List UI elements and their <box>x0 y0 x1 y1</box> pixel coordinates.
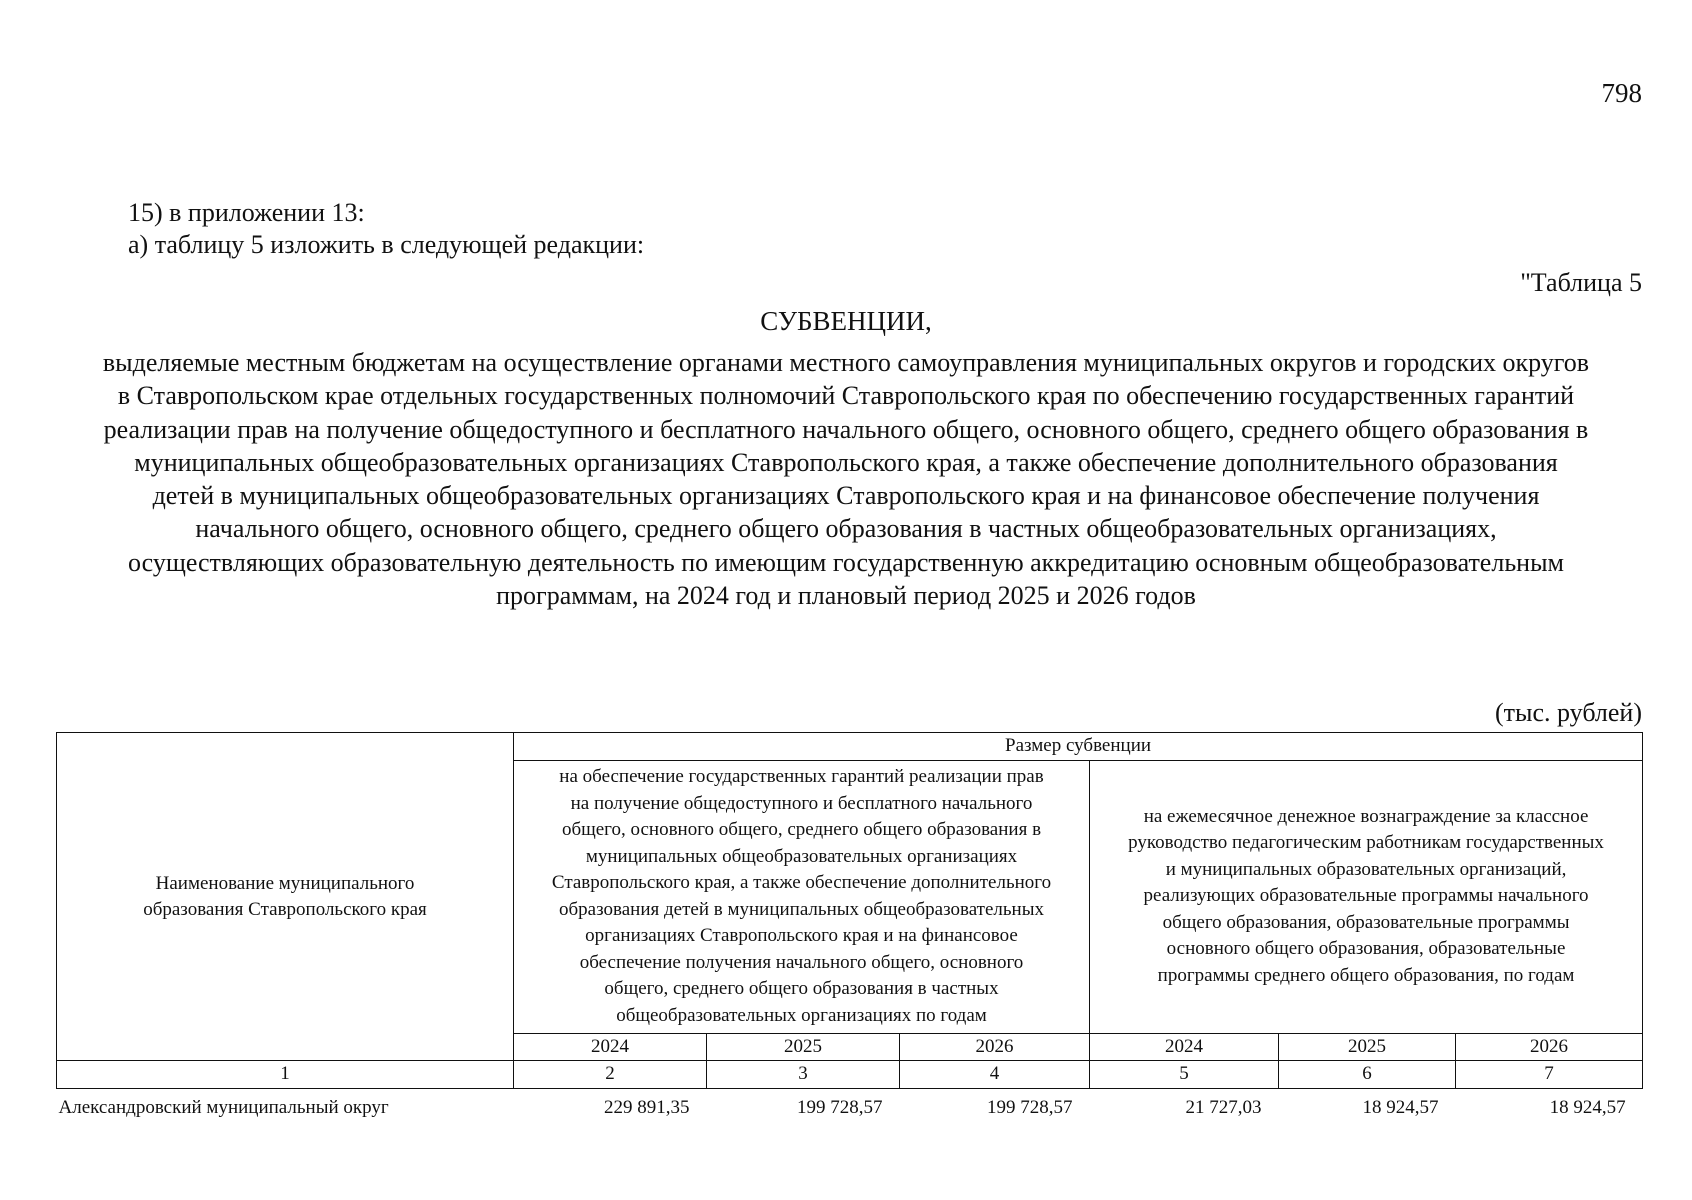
subsidy-table <box>56 732 1643 1129</box>
page-number: 798 <box>1601 78 1642 108</box>
subtitle-line: муниципальных общеобразовательных организациях Ставропольского края, а также обеспечение дополнительного образования <box>134 447 1558 477</box>
year-header: 2025 <box>1279 1033 1456 1061</box>
column-number: 1 <box>57 1061 514 1089</box>
column-number: 6 <box>1279 1061 1456 1089</box>
header-line: программы среднего общего образования, по годам <box>1157 964 1575 986</box>
column-number: 2 <box>514 1061 707 1089</box>
subtitle-line: реализации прав на получение общедоступного и бесплатного начального общего, основного общего, среднего общего образования в <box>103 414 1589 444</box>
units-label: (тыс. рублей) <box>1494 698 1642 727</box>
intro-line-2: а) таблицу 5 изложить в следующей редакции: <box>128 230 645 259</box>
document-title: СУБВЕНЦИИ, <box>760 306 932 336</box>
table-cell: 199 728,57 <box>987 1096 1073 1118</box>
header-line: образования Ставропольского края <box>143 898 427 920</box>
intro-line-1: 15) в приложении 13: <box>128 198 365 227</box>
header-line: организациях Ставропольского края и на финансовое <box>585 925 1018 946</box>
column-number: 3 <box>707 1061 900 1089</box>
table-cell: 199 728,57 <box>797 1096 883 1118</box>
table-label: "Таблица 5 <box>1520 268 1642 297</box>
header-line: общего, основного общего, среднего общего образования в <box>561 819 1042 840</box>
municipality-name-header <box>57 733 514 1061</box>
subtitle-line: в Ставропольском крае отдельных государственных полномочий Ставропольского края по обеспечению государственных гарантий <box>117 381 1575 411</box>
header-line: общего образования, образовательные программы <box>1162 911 1570 933</box>
header-line: Ставропольского края, а также обеспечение дополнительного <box>551 872 1052 893</box>
subtitle-line: осуществляющих образовательную деятельность по имеющим государственную аккредитацию основным общеобразовательным <box>127 547 1565 577</box>
municipality-name: Александровский муниципальный округ <box>58 1096 389 1118</box>
year-header: 2024 <box>514 1033 707 1061</box>
year-header: 2026 <box>900 1033 1090 1061</box>
year-header: 2024 <box>1090 1033 1279 1061</box>
guarantees-subsidy-header <box>514 760 1090 1033</box>
subtitle-line: детей в муниципальных общеобразовательных организациях Ставропольского края и на финансовое обеспечение получения <box>152 481 1540 511</box>
table-row <box>57 1088 1643 1129</box>
table-cell: 18 924,57 <box>1362 1096 1439 1118</box>
header-line: общего, среднего общего образования в частных <box>604 978 999 999</box>
column-number: 4 <box>900 1061 1090 1089</box>
header-line: образования детей в муниципальных общеобразовательных <box>559 898 1044 920</box>
year-header: 2026 <box>1456 1033 1643 1061</box>
header-line: обеспечение получения начального общего, основного <box>579 951 1024 973</box>
header-line: основного общего образования, образовательные <box>1166 938 1566 960</box>
subtitle-line: программам, на 2024 год и плановый период 2025 и 2026 годов <box>496 581 1196 611</box>
subtitle-line: выделяемые местным бюджетам на осуществление органами местного самоуправления муниципальных округов и городских округов <box>102 348 1590 377</box>
column-number: 5 <box>1090 1061 1279 1089</box>
header-line: и муниципальных образовательных организаций, <box>1165 858 1567 880</box>
document-subtitle <box>56 346 1636 612</box>
header-line: руководство педагогическим работникам государственных <box>1128 832 1604 854</box>
table-cell: 229 891,35 <box>604 1096 690 1118</box>
header-line: реализующих образовательные программы начального <box>1143 885 1589 907</box>
subsidy-size-header: Размер субвенции <box>514 733 1643 761</box>
header-line: на получение общедоступного и бесплатного начального <box>570 792 1033 814</box>
subtitle-line: начального общего, основного общего, среднего общего образования в частных общеобразовательных организациях, <box>195 514 1497 544</box>
header-line: на обеспечение государственных гарантий реализации прав <box>559 766 1044 787</box>
year-header: 2025 <box>707 1033 900 1061</box>
header-line: Наименование муниципального <box>155 872 415 894</box>
class-guidance-subsidy-header <box>1090 760 1643 1033</box>
column-number: 7 <box>1456 1061 1643 1089</box>
header-line: на ежемесячное денежное вознаграждение за классное <box>1143 805 1589 827</box>
header-line: муниципальных общеобразовательных организациях <box>585 845 1018 867</box>
header-line: общеобразовательных организациях по годам <box>616 1004 987 1026</box>
table-cell: 18 924,57 <box>1549 1096 1626 1118</box>
table-cell: 21 727,03 <box>1185 1096 1262 1118</box>
